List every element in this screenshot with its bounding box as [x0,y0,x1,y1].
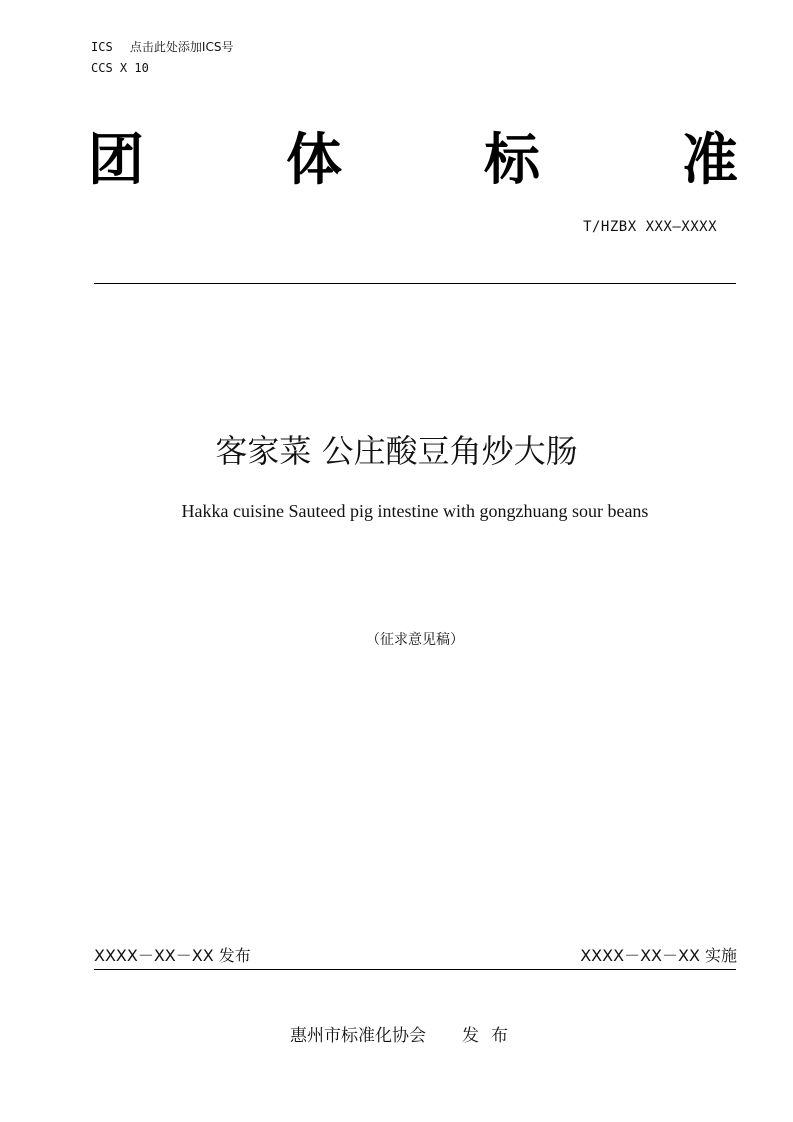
standard-title-char: 团 [88,128,144,193]
standard-code: T/HZBX XXX—XXXX [583,219,717,235]
ics-number-placeholder[interactable]: 点击此处添加ICS号 [129,40,234,54]
ics-line [91,40,233,54]
standard-title-char: 标 [484,128,540,193]
top-divider [94,283,736,284]
bottom-divider [94,969,736,970]
ics-label: ICS [91,40,113,54]
document-title-english: Hakka cuisine Sauteed pig intestine with gongzhuang sour beans [181,501,649,521]
publisher-line [0,1025,793,1047]
implementation-date: XXXX－XX－XX 实施 [580,946,737,965]
issue-date: XXXX－XX－XX 发布 [94,946,251,965]
document-title-chinese: 客家菜 公庄酸豆角炒大肠 [215,432,578,470]
standard-type-title [88,130,738,192]
standard-title-char: 体 [286,128,342,193]
ccs-code: CCS X 10 [91,61,149,75]
draft-status-note: （征求意见稿） [366,632,464,648]
standard-title-char: 准 [682,128,738,193]
publisher-name: 惠州市标准化协会 [290,1026,426,1046]
publish-action: 发布 [462,1026,520,1046]
